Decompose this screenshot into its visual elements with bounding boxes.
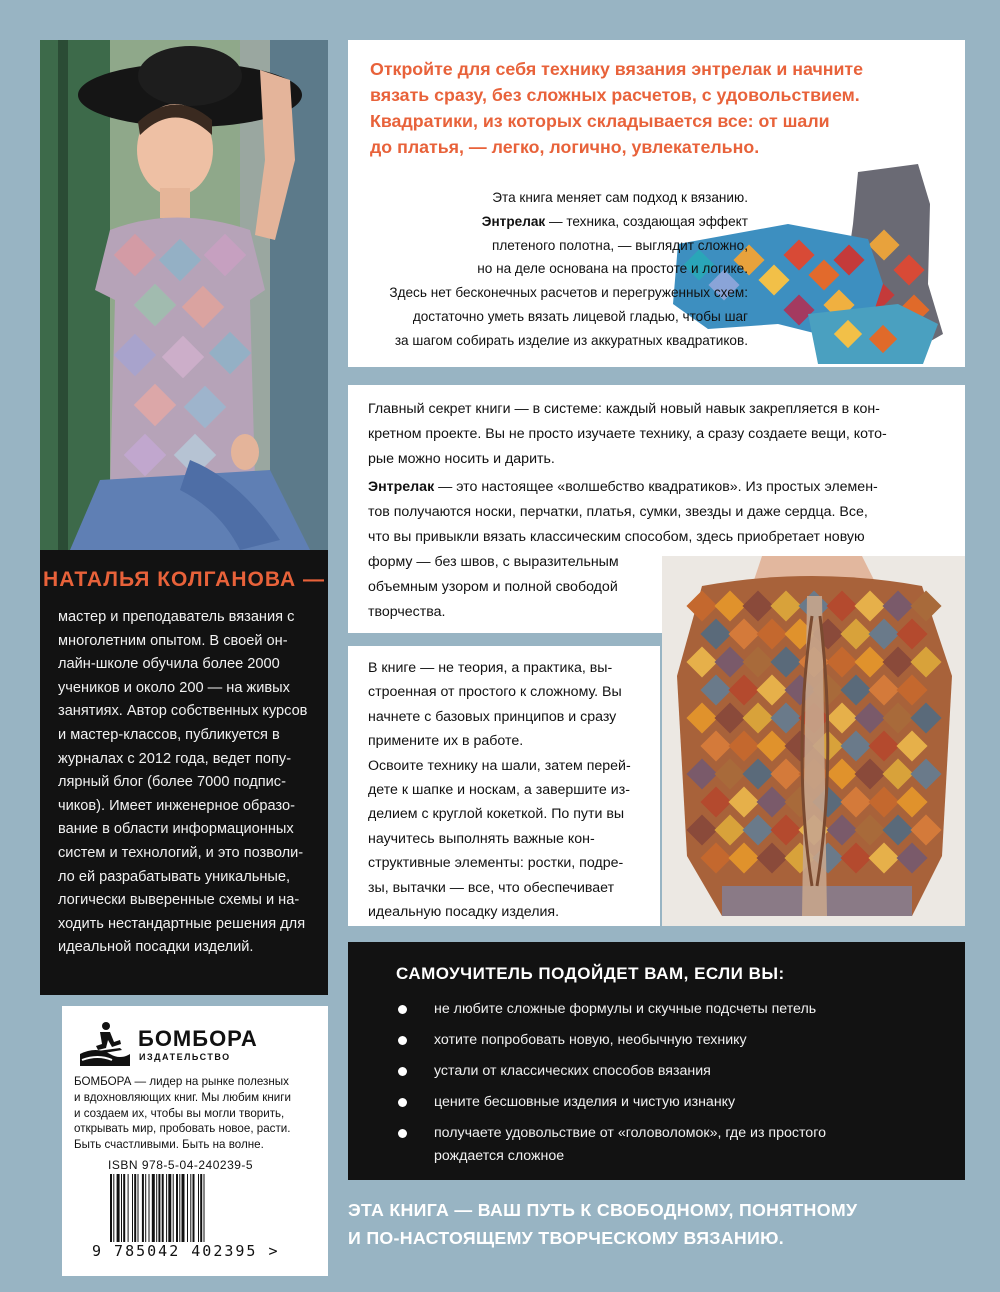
intro-body: Эта книга меняет сам подход к вязанию. Энтрелак — техника, создающая эффект плетеного полотна, — выглядит сложно, но на деле основана на простоте и логике. Здесь нет бесконечных расчетов и перегруженных схем: достаточно уметь вязать лицевой гладью, чтобы шаг за шагом собирать изделие из аккуратных квадратиков. — [389, 190, 748, 348]
list-item: устали от классических способов вязания — [398, 1060, 938, 1083]
barcode — [108, 1174, 258, 1242]
practice-panel — [348, 646, 660, 926]
bullet-icon — [398, 1036, 407, 1045]
intro-panel — [348, 40, 965, 367]
bullet-icon — [398, 1129, 407, 1138]
bullet-icon — [398, 1005, 407, 1014]
bullet-icon — [398, 1067, 407, 1076]
practice-text: В книге — не теория, а практика, вы- строенная от простого к сложному. Вы начнете с базовых принципов и сразу примените их в работе. Освоите технику на шали, затем перей- дете к шапке и носкам, а завершите из- делием с круглой кокеткой. По пути вы научитесь выполнять важные кон- структивные элементы: ростки, подре- зы, вытачки — все, что обеспечивает идеальную посадку изделия. — [368, 660, 631, 921]
cardigan-photo — [662, 556, 965, 926]
publisher-logo — [76, 1020, 266, 1070]
list-item: не любите сложные формулы и скучные подсчеты петель — [398, 998, 938, 1021]
suitability-list — [398, 998, 938, 1176]
publisher-subtitle: ИЗДАТЕЛЬСТВО — [139, 1052, 231, 1062]
slogan: ЭТА КНИГА — ВАШ ПУТЬ К СВОБОДНОМУ, ПОНЯТНОМУ И ПО-НАСТОЯЩЕМУ ТВОРЧЕСКОМУ ВЯЗАНИЮ. — [348, 1200, 858, 1248]
secret-bold-term: Энтрелак — [368, 479, 435, 495]
secret-paragraph-1: Главный секрет книги — в системе: каждый новый навык закрепляется в кон- кретном проекте. Вы не просто изучаете технику, а сразу создаете вещи, кото- рые можно носить и дарить. — [368, 401, 887, 467]
intro-headline: Откройте для себя технику вязания энтрелак и начните вязать сразу, без сложных расчетов, с удовольствием. Квадратики, из которых складывается все: от шали до платья, — легко, логично, увлекательно. — [370, 59, 864, 157]
bullet-icon — [398, 1098, 407, 1107]
author-bio: мастер и преподаватель вязания с многолетним опытом. В своей он- лайн-школе обучила более 2000 учеников и около 200 — на живых занятиях. Автор собственных курсов и мастер-классов, публикуется в журналах с 2012 года, ведет попу- лярный блог (более 7000 подпис- чиков). Имеет инженерное образо- вание в области информационных систем и технологий, и это позволи- ло ей разрабатывать уникальные, логически выверенные схемы и на- ходить нестандартные решения для идеальной посадки изделий. — [58, 609, 308, 956]
list-item: цените бесшовные изделия и чистую изнанку — [398, 1091, 938, 1114]
intro-bold-term: Энтрелак — [481, 213, 546, 229]
publisher-block — [62, 1006, 328, 1276]
list-item: получаете удовольствие от «головоломок», где из простого рождается сложное — [398, 1122, 938, 1168]
author-panel — [40, 550, 328, 995]
publisher-name: БОМБОРА — [138, 1026, 258, 1051]
author-name: НАТАЛЬЯ КОЛГАНОВА — — [43, 568, 325, 591]
list-item: хотите попробовать новую, необычную технику — [398, 1029, 938, 1052]
suitability-box — [348, 942, 965, 1180]
isbn: ISBN 978-5-04-240239-5 — [108, 1158, 254, 1172]
surfer-logo-icon — [76, 1020, 132, 1070]
secret-paragraph-2: Энтрелак — это настоящее «волшебство квадратиков». Из простых элемен- тов получаются носки, перчатки, платья, сумки, звезды и даже сердца. Все, что вы привыкли вязать классическим способом, здесь приобретает новую форму — без швов, с выразительным объемным узором и полной свободой творчества. — [368, 479, 878, 620]
author-photo — [40, 40, 328, 550]
suitability-title: САМОУЧИТЕЛЬ ПОДОЙДЕТ ВАМ, ЕСЛИ ВЫ: — [396, 964, 785, 983]
barcode-number: 9 785042 402395 > — [92, 1242, 280, 1260]
publisher-description: БОМБОРА — лидер на рынке полезных и вдохновляющих книг. Мы любим книги и создаем их, чтобы вы могли творить, открывать мир, пробовать новое, расти. Быть счастливыми. Быть на волне. — [74, 1075, 291, 1152]
